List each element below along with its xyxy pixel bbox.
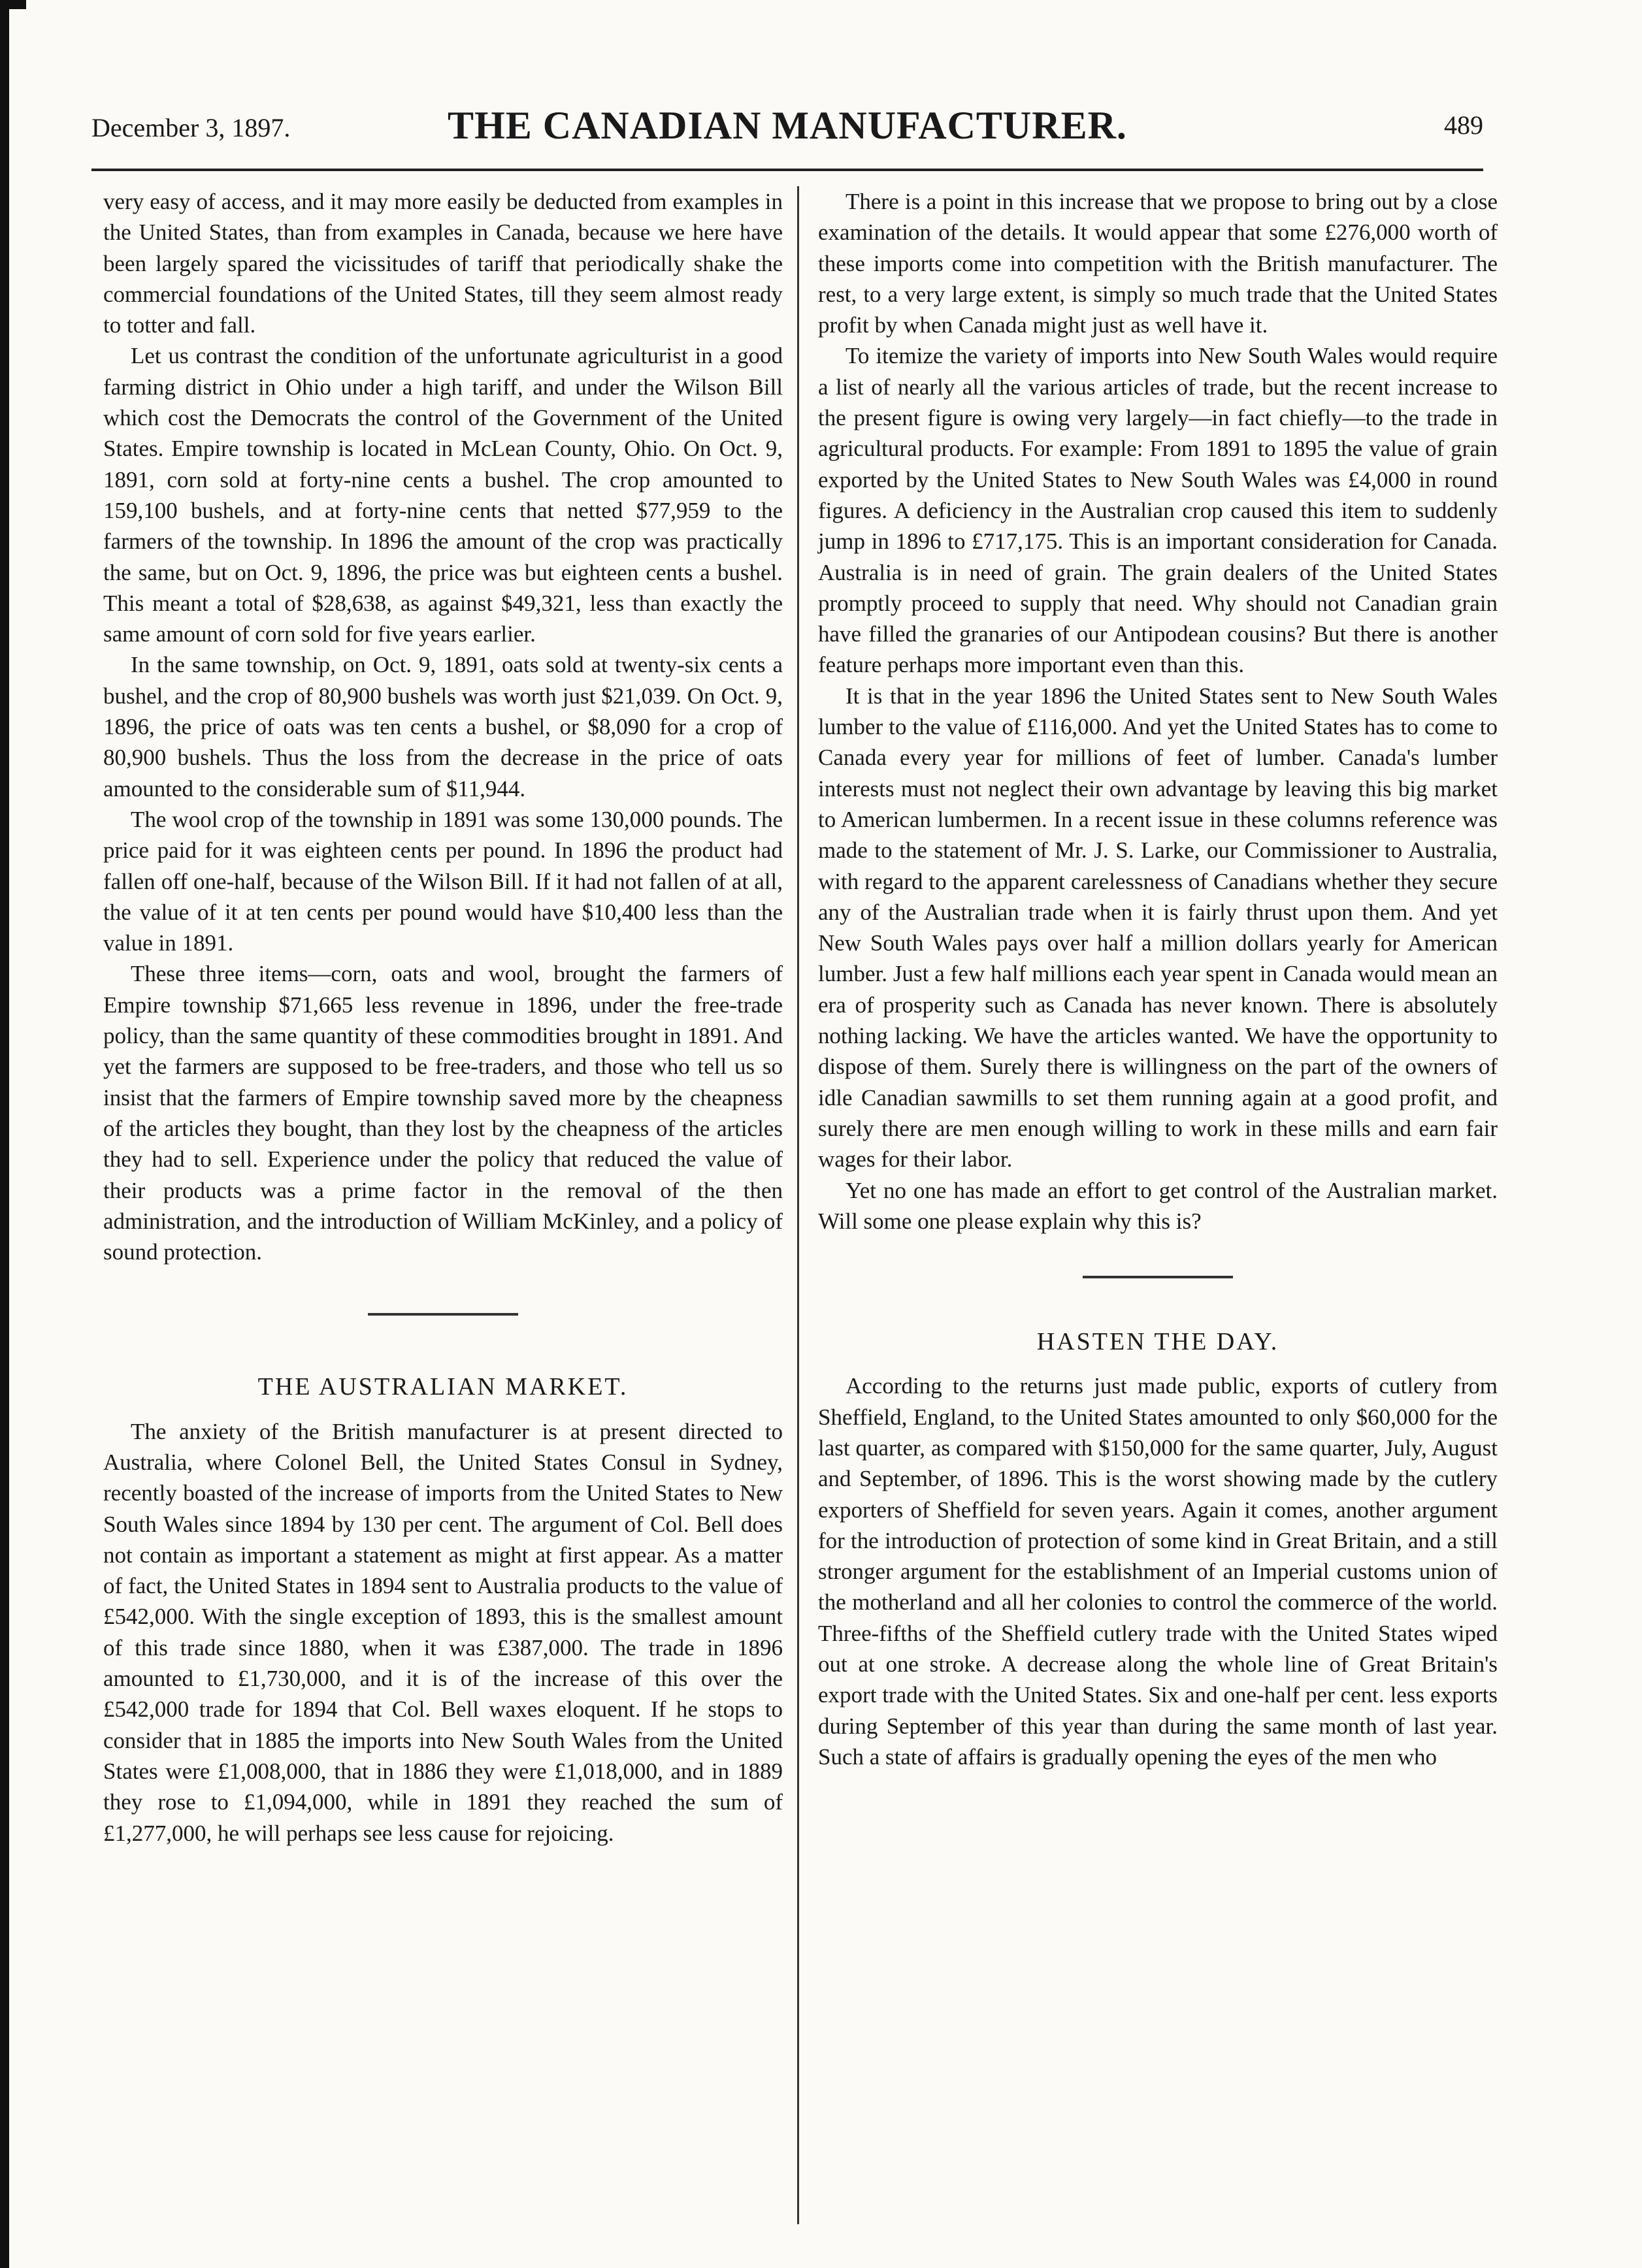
right-column	[818, 186, 1498, 1772]
section-title-hasten-the-day: HASTEN THE DAY.	[1036, 1328, 1279, 1356]
article-paragraph: To itemize the variety of imports into New South Wales would require a list of nearly all the various articles of trade, but the recent increase to the present figure is owing very largely—in fact chiefly—to the trade in agricultural products. For example: From 1891 to 1895 the value of grain exported by the United States to New South Wales was £4,000 in round figures. A deficiency in the Australian crop caused this item to suddenly jump in 1896 to £717,175. This is an important consideration for Canada. Australia is in need of grain. The grain dealers of the United States promptly proceed to supply that need. Why should not Canadian grain have filled the granaries of our Antipodean cousins? But there is another feature perhaps more important even than this.	[818, 343, 1498, 678]
article-paragraph: There is a point in this increase that we propose to bring out by a close examination of the details. It would appear that some £276,000 worth of these imports come into competition with the British manufacturer. The rest, to a very large extent, is simply so much trade that the United States profit by when Canada might just as well have it.	[818, 189, 1498, 338]
article-paragraph: According to the returns just made public, exports of cutlery from Sheffield, England, to the United States amounted to only $60,000 for the last quarter, as compared with $150,000 for the same quarter, July, August and September, of 1896. This is the worst showing made by the cutlery exporters of Sheffield for seven years. Again it comes, another argument for the introduction of protection of some kind in Great Britain, and a still stronger argument for the establishment of an Imperial customs union of the motherland and all her colonies to control the commerce of the world. Three-fifths of the Sheffield cutlery trade with the United States wiped out at one stroke. A decrease along the whole line of Great Britain's export trade with the United States. Six and one-half per cent. less exports during September of this year than during the same month of last year. Such a state of affairs is gradually opening the eyes of the men who	[818, 1373, 1498, 1770]
article-paragraph: very easy of access, and it may more easily be deducted from examples in the United States, than from examples in Canada, because we here have been largely spared the vicissitudes of tariff that periodically shake the commercial foundations of the United States, till they seem almost ready to totter and fall.	[103, 189, 783, 338]
article-paragraph: The anxiety of the British manufacturer is at present directed to Australia, where Colonel Bell, the United States Consul in Sydney, recently boasted of the increase of imports from the United States to New South Wales since 1894 by 130 per cent. The argument of Col. Bell does not contain as important a statement as might at first appear. As a matter of fact, the United States in 1894 sent to Australia products to the value of £542,000. With the single exception of 1893, this is the smallest amount of this trade since 1880, when it was £387,000. The trade in 1896 amounted to £1,730,000, and it is of the increase of this over the £542,000 trade for 1894 that Col. Bell waxes eloquent. If he stops to consider that in 1885 the imports into New South Wales from the United States were £1,008,000, that in 1886 they were £1,018,000, and in 1889 they rose to £1,094,000, while in 1891 they reached the sum of £1,277,000, he will perhaps see less cause for rejoicing.	[103, 1418, 783, 1846]
article-paragraph: In the same township, on Oct. 9, 1891, oats sold at twenty-six cents a bushel, and the crop of 80,900 bushels was worth just $21,039. On Oct. 9, 1896, the price of oats was ten cents a bushel, or $8,090 for a crop of 80,900 bushels. Thus the loss from the decrease in the price of oats amounted to the considerable sum of $11,944.	[103, 652, 783, 802]
page-number: 489	[1444, 110, 1483, 140]
page-edge-bar	[0, 0, 9, 2268]
column-divider	[797, 186, 799, 2224]
section-title-australian-market: THE AUSTRALIAN MARKET.	[257, 1373, 629, 1401]
issue-date: December 3, 1897.	[91, 113, 291, 142]
article-paragraph: The wool crop of the township in 1891 was some 130,000 pounds. The price paid for it was eighteen cents per pound. In 1896 the product had fallen off one-half, because of the Wilson Bill. If it had not fallen of at all, the value of it at ten cents per pound would have $10,400 less than the value in 1891.	[103, 806, 783, 956]
section-separator	[1083, 1276, 1233, 1278]
article-paragraph: Let us contrast the condition of the unfortunate agriculturist in a good farming district in Ohio under a high tariff, and under the Wilson Bill which cost the Democrats the control of the Government of the United States. Empire township is located in McLean County, Ohio. On Oct. 9, 1891, corn sold at forty-nine cents a bushel. The crop amounted to 159,100 bushels, and at forty-nine cents that netted $77,959 to the farmers of the township. In 1896 the amount of the crop was practically the same, but on Oct. 9, 1896, the price was but eighteen cents a bushel. This meant a total of $28,638, as against $49,321, less than exactly the same amount of corn sold for five years earlier.	[103, 343, 783, 647]
page-edge-corner	[0, 0, 26, 9]
left-column	[103, 186, 783, 1849]
publication-title: THE CANADIAN MANUFACTURER.	[448, 104, 1127, 147]
page-header	[91, 98, 1483, 157]
article-paragraph: It is that in the year 1896 the United States sent to New South Wales lumber to the value of £116,000. And yet the United States has to come to Canada every year for millions of feet of lumber. Canada's lumber interests must not neglect their own advantage by leaving this big market to American lumbermen. In a recent issue in these columns reference was made to the statement of Mr. J. S. Larke, our Commissioner to Australia, with regard to the apparent carelessness of Canadians whether they secure any of the Australian trade when it is fairly thrust upon them. And yet New South Wales pays over half a million dollars yearly for American lumber. Just a few half millions each year spent in Canada would mean an era of prosperity such as Canada has never known. There is absolutely nothing lacking. We have the articles wanted. We have the opportunity to dispose of them. Surely there is willingness on the part of the owners of idle Canadian sawmills to set them running again at a good profit, and surely there are men enough willing to work in these mills and earn fair wages for their labor.	[818, 683, 1498, 1173]
header-rule	[91, 169, 1483, 171]
article-paragraph: These three items—corn, oats and wool, brought the farmers of Empire township $71,665 less revenue in 1896, under the free-trade policy, than the same quantity of these commodities brought in 1891. And yet the farmers are supposed to be free-traders, and those who tell us so insist that the farmers of Empire township saved more by the cheapness of the articles they bought, than they lost by the cheapness of the articles they had to sell. Experience under the policy that reduced the value of their products was a prime factor in the removal of the then administration, and the introduction of William McKinley, and a policy of sound protection.	[103, 961, 783, 1265]
article-paragraph: Yet no one has made an effort to get control of the Australian market. Will some one please explain why this is?	[818, 1177, 1498, 1234]
section-separator	[368, 1313, 518, 1316]
